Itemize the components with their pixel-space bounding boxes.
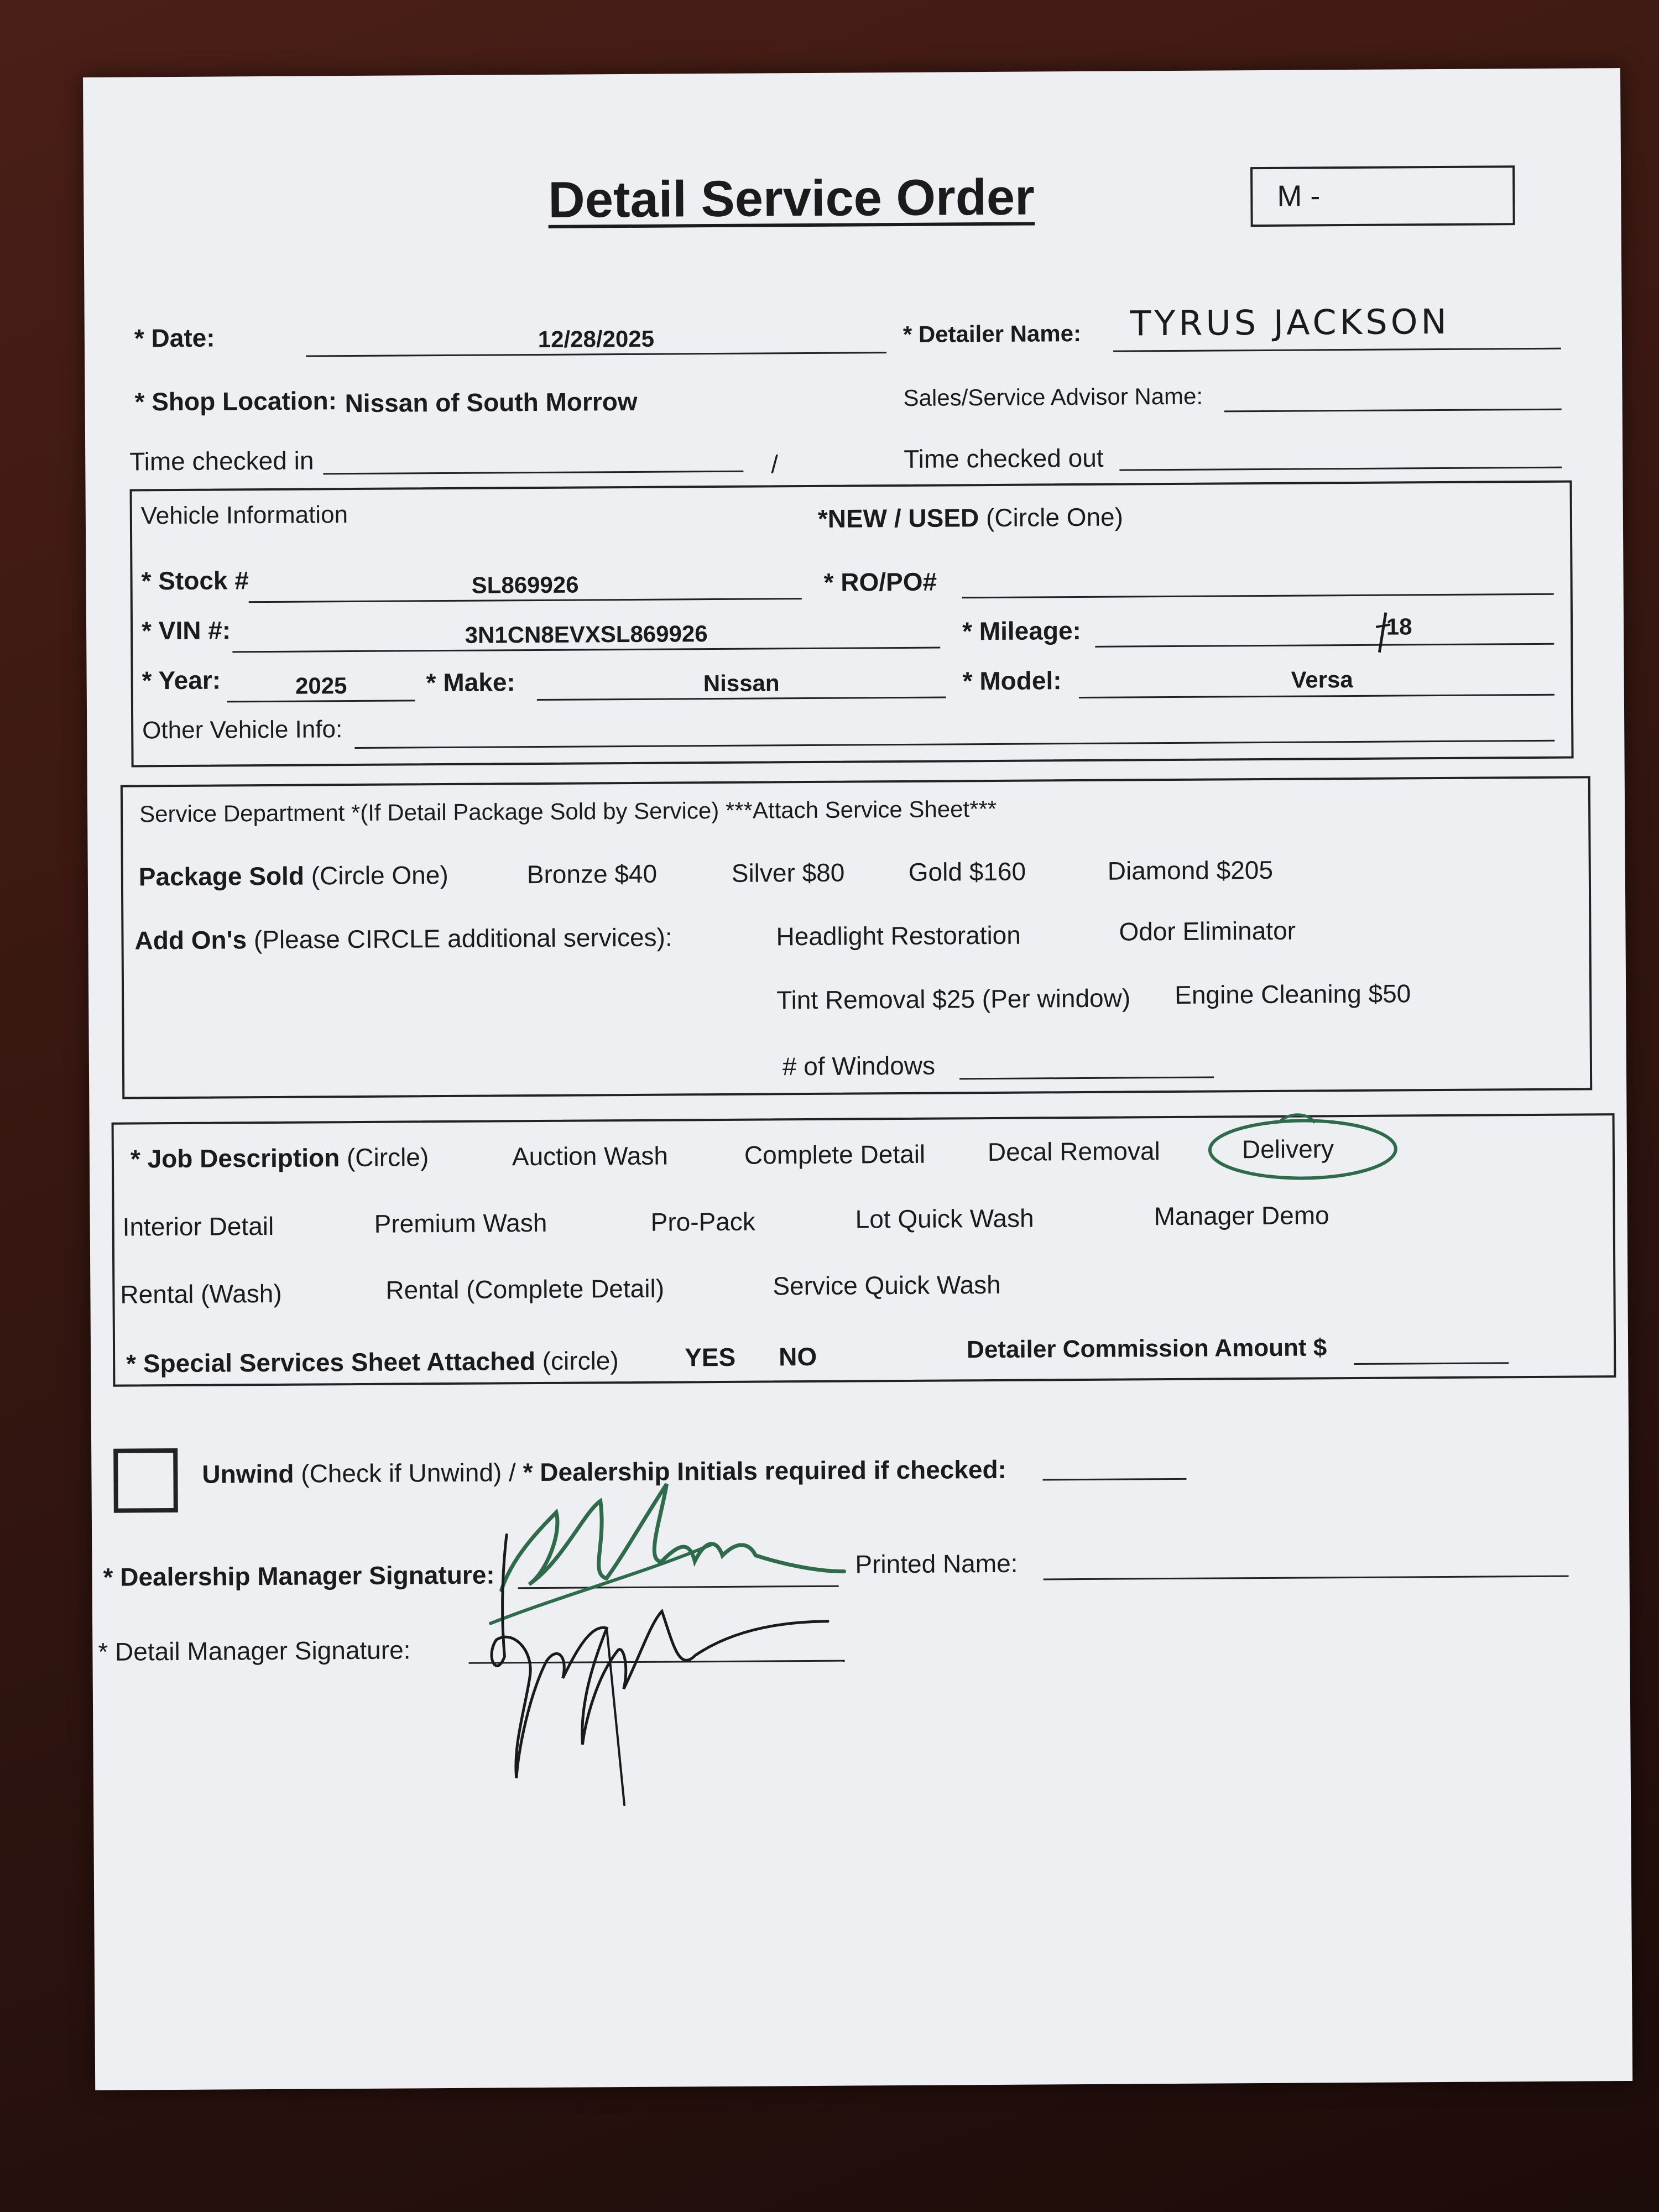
detail-sig-label: * Detail Manager Signature:: [98, 1635, 411, 1666]
job-hint: (Circle): [346, 1142, 429, 1172]
time-in-label: Time checked in: [129, 446, 314, 476]
special-yes[interactable]: YES: [684, 1342, 736, 1372]
addon-odor[interactable]: Odor Eliminator: [1119, 916, 1296, 946]
mileage-label: * Mileage:: [962, 615, 1082, 646]
model-line: [1079, 694, 1554, 698]
service-order-sheet: [83, 68, 1632, 2090]
job-auction-wash[interactable]: Auction Wash: [512, 1141, 669, 1171]
ro-line[interactable]: [962, 593, 1554, 599]
new-used-label: *NEW / USED: [817, 503, 979, 533]
special-no[interactable]: NO: [778, 1342, 817, 1371]
job-manager-demo[interactable]: Manager Demo: [1154, 1201, 1329, 1231]
mileage-strike-mark: [1371, 608, 1394, 658]
date-label: * Date:: [134, 323, 215, 353]
addon-tint[interactable]: Tint Removal $25 (Per window): [776, 983, 1131, 1015]
printed-name-line[interactable]: [1044, 1575, 1569, 1580]
package-silver[interactable]: Silver $80: [731, 858, 845, 888]
other-info-label: Other Vehicle Info:: [142, 716, 343, 744]
package-sold-label: Package Sold: [138, 861, 305, 891]
stock-label: * Stock #: [141, 566, 249, 596]
vin-value[interactable]: 3N1CN8EVXSL869926: [465, 620, 708, 648]
stock-value[interactable]: SL869926: [471, 571, 579, 598]
order-number-prefix: M -: [1277, 179, 1321, 213]
addons-label: Add On's: [134, 925, 247, 955]
delivery-circle-mark: [1197, 1105, 1408, 1190]
detail-manager-signature: [440, 1510, 862, 1812]
printed-name-label: Printed Name:: [855, 1548, 1018, 1579]
windows-label: # of Windows: [782, 1051, 936, 1081]
service-header: Service Department *(If Detail Package Sold by Service) ***Attach Service Sheet***: [139, 795, 997, 827]
shop-value: Nissan of South Morrow: [345, 387, 638, 418]
addons-field: [134, 922, 672, 956]
advisor-label: Sales/Service Advisor Name:: [903, 383, 1203, 411]
job-rental-complete[interactable]: Rental (Complete Detail): [385, 1274, 665, 1305]
date-value[interactable]: 12/28/2025: [538, 325, 655, 352]
unwind-label: Unwind: [202, 1459, 294, 1489]
job-label: * Job Description: [130, 1143, 340, 1173]
dealership-sig-label: * Dealership Manager Signature:: [103, 1560, 495, 1592]
job-decal-removal[interactable]: Decal Removal: [987, 1136, 1160, 1167]
order-number-box[interactable]: [1250, 165, 1515, 227]
unwind-checkbox[interactable]: [113, 1448, 178, 1513]
mileage-line: [1095, 643, 1554, 648]
form-title: Detail Service Order: [548, 169, 1035, 228]
package-sold-field: [139, 860, 448, 891]
job-premium-wash[interactable]: Premium Wash: [374, 1208, 547, 1238]
time-out-line[interactable]: [1119, 467, 1562, 471]
mileage-value[interactable]: 18: [1386, 613, 1412, 640]
addon-headlight[interactable]: Headlight Restoration: [776, 920, 1021, 951]
vin-label: * VIN #:: [141, 615, 231, 645]
job-field: [131, 1142, 429, 1173]
service-department-section: [121, 776, 1592, 1099]
detailer-name-handwritten[interactable]: TYRUS JACKSON: [1130, 301, 1451, 344]
vehicle-info-section: [130, 481, 1574, 768]
make-value[interactable]: Nissan: [703, 670, 780, 697]
model-label: * Model:: [962, 666, 1062, 696]
job-rental-wash[interactable]: Rental (Wash): [120, 1279, 282, 1309]
initials-line[interactable]: [1043, 1478, 1187, 1481]
job-pro-pack[interactable]: Pro-Pack: [650, 1207, 755, 1237]
year-label: * Year:: [142, 665, 221, 695]
job-complete-detail[interactable]: Complete Detail: [744, 1139, 926, 1170]
make-label: * Make:: [426, 667, 515, 697]
special-services-hint: (circle): [542, 1346, 619, 1375]
commission-line[interactable]: [1354, 1362, 1509, 1365]
time-in-line[interactable]: [323, 471, 743, 475]
commission-label: Detailer Commission Amount $: [966, 1334, 1327, 1364]
windows-line[interactable]: [959, 1077, 1214, 1080]
other-info-line[interactable]: [354, 740, 1554, 749]
time-out-label: Time checked out: [904, 443, 1104, 473]
package-sold-hint: (Circle One): [311, 860, 448, 890]
new-used-hint: (Circle One): [985, 502, 1124, 533]
ro-label: * RO/PO#: [823, 567, 937, 597]
detailer-line: [1113, 348, 1561, 352]
job-delivery[interactable]: Delivery: [1241, 1134, 1334, 1164]
model-value[interactable]: Versa: [1291, 666, 1353, 693]
shop-label: * Shop Location:: [134, 386, 337, 416]
addon-engine[interactable]: Engine Cleaning $50: [1175, 979, 1411, 1009]
package-diamond[interactable]: Diamond $205: [1107, 855, 1274, 885]
job-interior-detail[interactable]: Interior Detail: [122, 1211, 274, 1241]
job-service-quick-wash[interactable]: Service Quick Wash: [773, 1270, 1001, 1301]
unwind-hint: (Check if Unwind) /: [301, 1458, 517, 1488]
job-lot-quick-wash[interactable]: Lot Quick Wash: [855, 1203, 1034, 1234]
initials-label: * Dealership Initials required if checked:: [523, 1454, 1007, 1487]
job-description-section: [112, 1113, 1616, 1387]
new-used-field[interactable]: [818, 502, 1123, 534]
advisor-line[interactable]: [1224, 409, 1562, 413]
vehicle-section-label: Vehicle Information: [140, 501, 348, 530]
addons-hint: (Please CIRCLE additional services):: [253, 922, 672, 954]
year-value[interactable]: 2025: [295, 672, 347, 699]
detailer-label: * Detailer Name:: [902, 320, 1082, 347]
special-services-label: * Special Services Sheet Attached: [126, 1347, 536, 1378]
special-services-field: [126, 1345, 619, 1378]
package-gold[interactable]: Gold $160: [908, 857, 1026, 886]
package-bronze[interactable]: Bronze $40: [526, 859, 658, 889]
slash: /: [771, 450, 779, 479]
year-line: [227, 700, 415, 702]
